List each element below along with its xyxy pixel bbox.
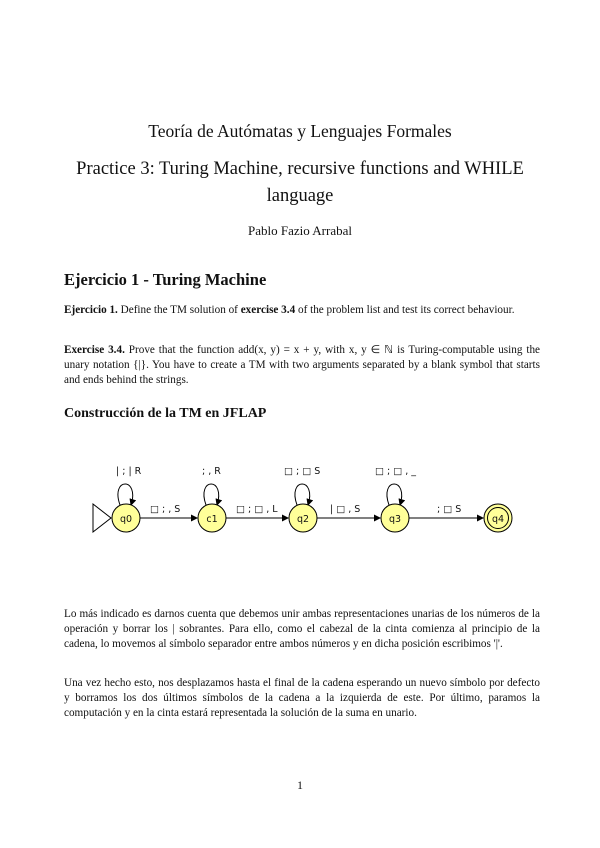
turing-machine-diagram bbox=[0, 452, 600, 552]
explanation-paragraph-1: Lo más indicado es darnos cuenta que debemos unir ambas representaciones unarias de los números de la operación y borrar los | sobrantes. Para ello, como el cabezal de la cinta comienza al principio de la cadena, lo movemos al símbolo separador entre ambos números y en dicha posición escribimos '|'. bbox=[64, 608, 540, 650]
loop-label-q2: □ ; □ S bbox=[284, 466, 321, 477]
exercise-text: Prove that the function add(x, y) = x + y, with x, y ∈ ℕ is Turing-computable using the unary notation {|}. You have to create a TM with two arguments separated by a blank symbol that starts and ends behind the strings. bbox=[64, 344, 540, 386]
exercise-label: Exercise 3.4. bbox=[64, 344, 125, 356]
loop-label-q0: | ; | R bbox=[116, 466, 142, 477]
loop-q3 bbox=[387, 484, 402, 505]
loop-q2 bbox=[295, 484, 310, 505]
ejercicio-text-post: of the problem list and test its correct behaviour. bbox=[295, 304, 515, 316]
state-label-c1: c1 bbox=[206, 514, 218, 525]
edge-label-q2-q3: | □ , S bbox=[330, 504, 361, 515]
edge-label-q3-q4: ; □ S bbox=[437, 504, 462, 515]
course-title: Teoría de Autómatas y Lenguajes Formales bbox=[148, 121, 452, 141]
loop-q0 bbox=[118, 484, 133, 505]
section-heading: Ejercicio 1 - Turing Machine bbox=[64, 270, 267, 289]
edge-label-c1-q2: □ ; □ , L bbox=[236, 504, 278, 515]
practice-title: Practice 3: Turing Machine, recursive functions and WHILE language bbox=[76, 159, 524, 206]
edge-label-q0-c1: □ ; , S bbox=[150, 504, 181, 515]
ejercicio-bold-ref: exercise 3.4 bbox=[240, 304, 296, 316]
subsection-heading: Construcción de la TM en JFLAP bbox=[64, 406, 267, 421]
state-label-q4: q4 bbox=[491, 514, 505, 525]
loop-label-c1: ; , R bbox=[202, 466, 221, 477]
exercise-paragraph bbox=[64, 343, 540, 388]
ejercicio-label: Ejercicio 1. bbox=[64, 304, 118, 316]
page-number: 1 bbox=[297, 778, 303, 792]
state-label-q3: q3 bbox=[388, 514, 402, 525]
state-label-q2: q2 bbox=[296, 514, 310, 525]
loop-label-q3: □ ; □ , _ bbox=[375, 466, 417, 477]
ejercicio-paragraph bbox=[64, 303, 540, 318]
ejercicio-text-pre: Define the TM solution of bbox=[117, 304, 241, 316]
author-name: Pablo Fazio Arrabal bbox=[248, 223, 352, 238]
start-state-marker bbox=[93, 504, 111, 532]
state-label-q0: q0 bbox=[119, 514, 133, 525]
explanation-paragraph-2: Una vez hecho esto, nos desplazamos hasta el final de la cadena esperando un nuevo símbolo por defecto y borramos los dos últimos símbolos de la cadena a la izquierda de este. Por último, paramos la computación y en la cinta estará representada la solución de la suma en unario. bbox=[64, 677, 540, 719]
loop-c1 bbox=[204, 484, 219, 505]
